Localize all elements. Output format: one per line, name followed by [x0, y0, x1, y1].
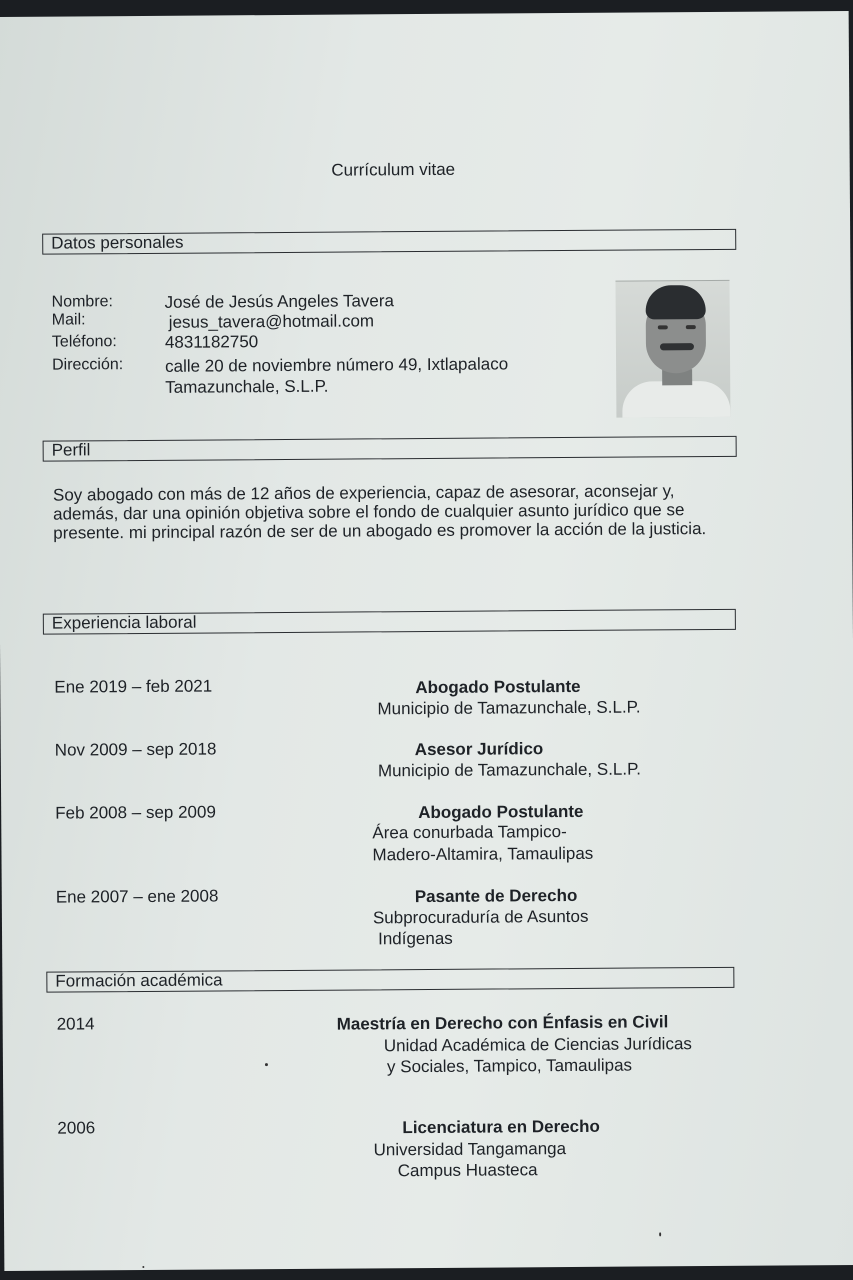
- education-place: y Sociales, Tampico, Tamaulipas: [386, 1055, 633, 1077]
- address-line-1: calle 20 de noviembre número 49, Ixtlapalaco: [165, 354, 509, 376]
- experience-place: Subprocuraduría de Asuntos: [372, 906, 589, 928]
- experience-place: Área conurbada Tampico-: [372, 822, 567, 843]
- education-place: Campus Huasteca: [397, 1160, 538, 1181]
- experience-date: Nov 2009 – sep 2018: [54, 739, 217, 760]
- profile-paragraph: Soy abogado con más de 12 años de experiencia, capaz de asesorar, aconsejar y, además, dar una opinión objetiva sobre el fondo de cualquier asunto jurídico que se presente. mi principal razón de ser de un abogado es promover la acción de la justicia.: [52, 481, 707, 543]
- experience-role: Abogado Postulante: [418, 801, 584, 823]
- phone-value: 4831182750: [164, 332, 259, 352]
- experience-date: Feb 2008 – sep 2009: [55, 802, 216, 823]
- mail-label: Mail:: [51, 311, 86, 329]
- education-place: Universidad Tangamanga: [373, 1139, 567, 1160]
- paper-specks: [0, 11, 849, 17]
- education-date: 2014: [56, 1014, 95, 1034]
- experience-role: Abogado Postulante: [415, 676, 581, 698]
- experience-date: Ene 2019 – feb 2021: [54, 676, 213, 697]
- experience-role: Asesor Jurídico: [414, 739, 544, 760]
- experience-place: Madero-Altamira, Tamaulipas: [372, 843, 594, 865]
- profile-photo: [615, 280, 730, 418]
- document-title: Currículum vitae: [331, 159, 456, 180]
- mail-value: jesus_tavera@hotmail.com: [168, 311, 375, 332]
- experience-place: Municipio de Tamazunchale, S.L.P.: [377, 697, 641, 719]
- education-date: 2006: [57, 1118, 96, 1138]
- section-header-education: Formación académica: [46, 967, 734, 993]
- experience-date: Ene 2007 – ene 2008: [55, 886, 219, 907]
- experience-place: Municipio de Tamazunchale, S.L.P.: [377, 759, 642, 781]
- cv-page: [0, 11, 853, 1271]
- address-line-2: Tamazunchale, S.L.P.: [165, 376, 329, 397]
- name-value: José de Jesús Angeles Tavera: [164, 291, 395, 312]
- phone-label: Teléfono:: [51, 333, 117, 351]
- experience-role: Pasante de Derecho: [414, 885, 578, 907]
- education-place: Unidad Académica de Ciencias Jurídicas: [383, 1034, 692, 1056]
- section-header-experience: Experiencia laboral: [43, 609, 736, 635]
- section-header-personal: Datos personales: [42, 229, 736, 255]
- experience-place: Indígenas: [378, 928, 453, 949]
- education-degree: Licenciatura en Derecho: [402, 1116, 600, 1138]
- section-header-profile: Perfil: [43, 436, 737, 462]
- address-label: Dirección:: [52, 356, 124, 374]
- education-degree: Maestría en Derecho con Énfasis en Civil: [336, 1012, 669, 1034]
- name-label: Nombre:: [51, 293, 114, 311]
